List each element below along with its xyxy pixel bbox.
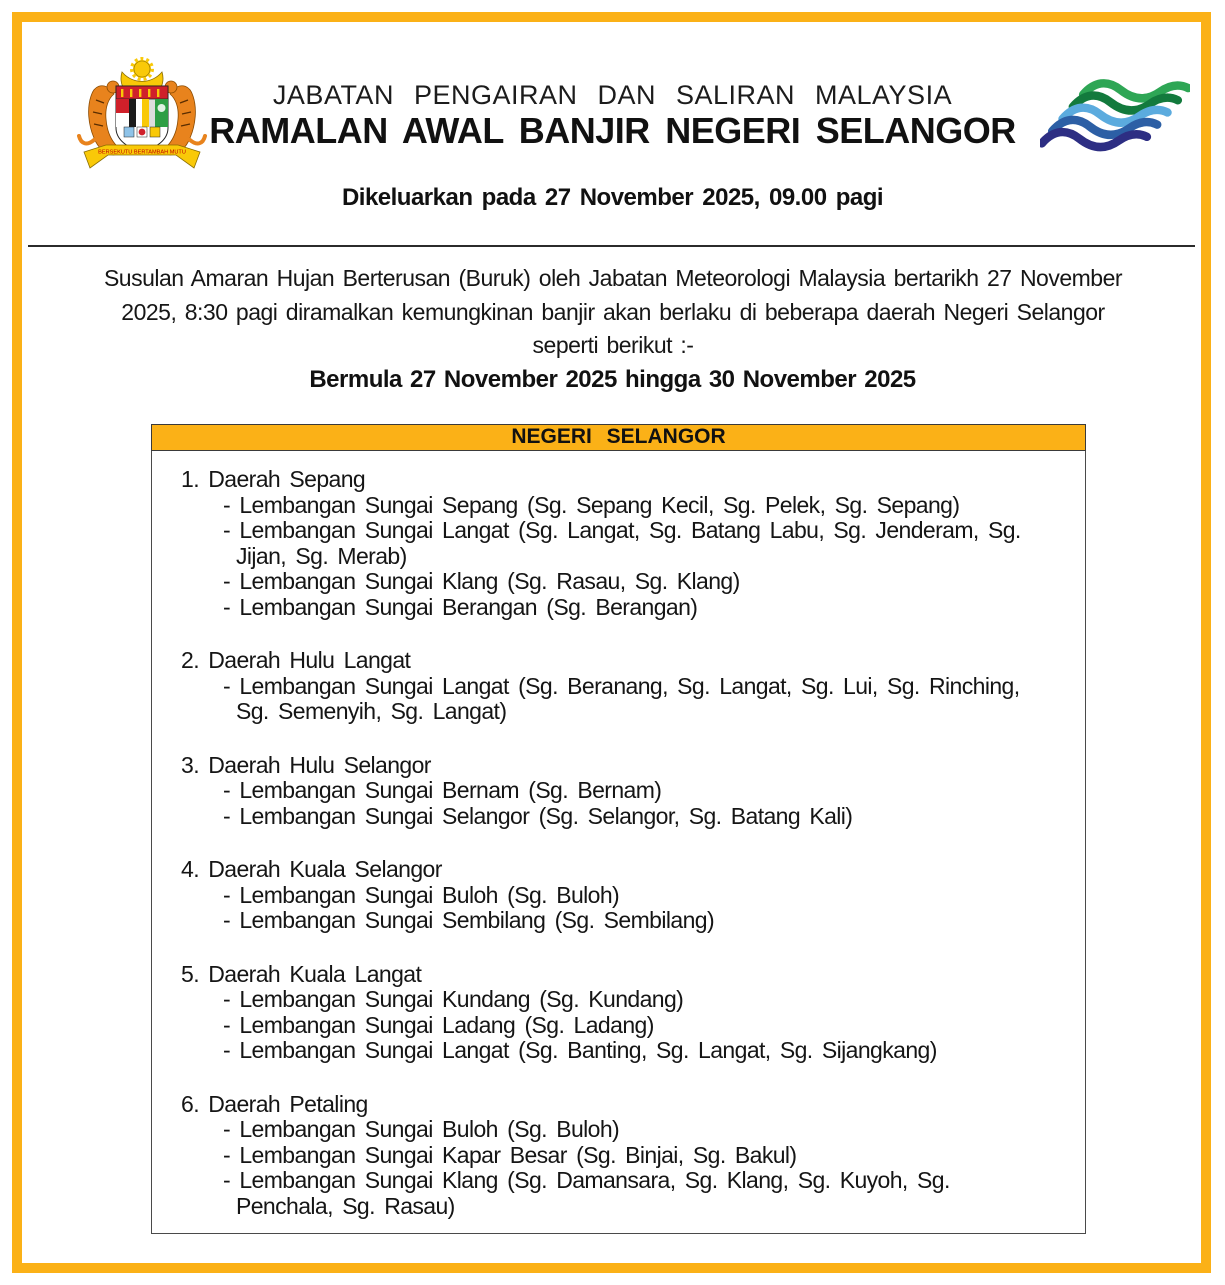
page-title: RAMALAN AWAL BANJIR NEGERI SELANGOR <box>209 110 1016 151</box>
table-body <box>151 451 1086 1234</box>
district-heading: 2. Daerah Hulu Langat <box>181 647 411 673</box>
issued-date-line: Dikeluarkan pada 27 November 2025, 09.00 pagi <box>341 184 884 211</box>
district-heading: 6. Daerah Petaling <box>181 1090 368 1117</box>
district-heading: 4. Daerah Kuala Selangor <box>181 856 442 882</box>
district-heading: 5. Daerah Kuala Langat <box>181 960 422 987</box>
basin-item: - Lembangan Sungai Buloh (Sg. Buloh) <box>223 1116 620 1142</box>
basin-item: - Lembangan Sungai Berangan (Sg. Berangan) <box>223 593 698 620</box>
district-heading: 3. Daerah Hulu Selangor <box>181 751 431 778</box>
basin-list <box>181 493 1055 621</box>
basin-item: - Lembangan Sungai Kapar Besar (Sg. Binjai, Sg. Bakul) <box>223 1141 797 1168</box>
basin-item: - Lembangan Sungai Buloh (Sg. Buloh) <box>223 881 620 908</box>
district-section-hulu-selangor <box>181 753 1055 830</box>
horizontal-divider <box>28 245 1195 247</box>
basin-item: - Lembangan Sungai Langat (Sg. Langat, Sg. Batang Labu, Sg. Jenderam, Sg. Jijan, Sg. Merab) <box>223 517 1021 569</box>
basin-item: - Lembangan Sungai Klang (Sg. Damansara, Sg. Klang, Sg. Kuyoh, Sg. Penchala, Sg. Rasau) <box>223 1167 950 1219</box>
district-section-kuala-langat <box>181 962 1055 1064</box>
basin-list <box>181 674 1055 725</box>
flood-forecast-table <box>151 424 1086 1234</box>
basin-list <box>181 778 1055 829</box>
basin-item: - Lembangan Sungai Langat (Sg. Beranang, Sg. Langat, Sg. Lui, Sg. Rinching, Sg. Semenyih, Sg. Langat) <box>223 672 1020 724</box>
basin-item: - Lembangan Sungai Sembilang (Sg. Sembilang) <box>223 907 715 933</box>
basin-item: - Lembangan Sungai Ladang (Sg. Ladang) <box>223 1011 654 1038</box>
basin-item: - Lembangan Sungai Selangor (Sg. Selangor, Sg. Batang Kali) <box>223 802 853 829</box>
district-section-kuala-selangor <box>181 857 1055 934</box>
coat-motto-text: BERSEKUTU BERTAMBAH MUTU <box>98 149 186 156</box>
basin-item: - Lembangan Sungai Kundang (Sg. Kundang) <box>223 986 684 1012</box>
district-section-petaling <box>181 1092 1055 1220</box>
table-header: NEGERI SELANGOR <box>151 424 1086 451</box>
basin-item: - Lembangan Sungai Langat (Sg. Banting, Sg. Langat, Sg. Sijangkang) <box>223 1037 937 1063</box>
basin-item: - Lembangan Sungai Sepang (Sg. Sepang Kecil, Sg. Pelek, Sg. Sepang) <box>223 491 960 518</box>
district-section-hulu-langat <box>181 648 1055 725</box>
basin-item: - Lembangan Sungai Klang (Sg. Rasau, Sg. Klang) <box>223 568 740 594</box>
basin-list <box>181 883 1055 934</box>
basin-list <box>181 1117 1055 1219</box>
forecast-period-line: Bermula 27 November 2025 hingga 30 November 2025 <box>309 366 916 393</box>
district-heading: 1. Daerah Sepang <box>181 466 366 492</box>
intro-paragraph: Susulan Amaran Hujan Berterusan (Buruk) oleh Jabatan Meteorologi Malaysia bertarikh 27 November 2025, 8:30 pagi diramalkan kemungkinan banjir akan berlaku di beberapa daerah Negeri Selangor seperti berikut :- <box>103 265 1123 358</box>
org-name: JABATAN PENGAIRAN DAN SALIRAN MALAYSIA <box>272 80 953 110</box>
basin-item: - Lembangan Sungai Bernam (Sg. Bernam) <box>223 777 662 803</box>
district-section-sepang <box>181 467 1055 620</box>
basin-list <box>181 987 1055 1064</box>
